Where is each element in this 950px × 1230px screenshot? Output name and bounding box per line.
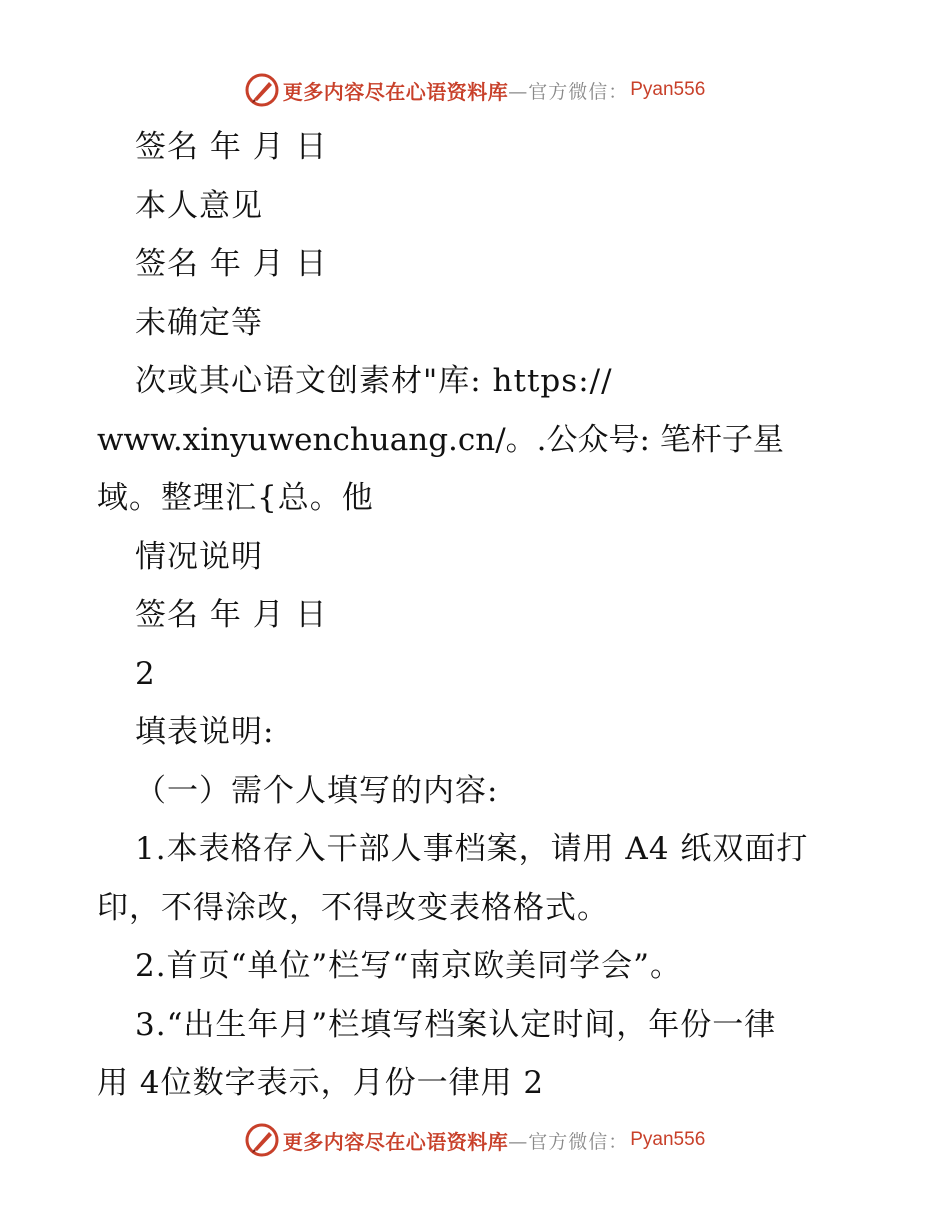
situation-description-label: 情况说明 [135, 538, 263, 575]
watermark-text-line-2: www.xinyuwenchuang.cn/。.公众号: 笔杆子星 [97, 421, 784, 458]
footer-banner [0, 1120, 950, 1160]
instruction-1-part-1: 1.本表格存入干部人事档案，请用 A4 纸双面打 [135, 831, 809, 867]
instructions-section-one: （一）需个人填写的内容: [135, 772, 499, 809]
instruction-3-part-1: 3.“出生年月”栏填写档案认定时间，年份一律 [135, 1006, 777, 1043]
quill-pen-logo-icon [245, 73, 279, 107]
banner-site-text: 更多内容尽在心语资料库 [282, 79, 509, 104]
instructions-heading: 填表说明: [135, 714, 275, 750]
undetermined-label: 未确定等 [135, 304, 263, 341]
instruction-2: 2.首页“单位”栏写“南京欧美同学会”。 [135, 948, 682, 984]
document-body [97, 118, 857, 1113]
instruction-3-part-2: 用 4位数字表示，月份一律用 2 [97, 1065, 545, 1101]
banner-wechat-id: Pyan556 [630, 79, 706, 100]
personal-opinion-label: 本人意见 [135, 187, 263, 224]
watermark-text-line-3: 域。整理汇{总。他 [97, 480, 374, 516]
banner-contact-text: —官方微信： [508, 1130, 629, 1153]
banner-wechat-id: Pyan556 [630, 1129, 706, 1150]
signature-date-line-3: 签名 年 月 日 [135, 597, 328, 633]
watermark-text-line-1: 次或其心语文创素材"库: https:// [135, 363, 613, 399]
header-banner [0, 70, 950, 110]
page-number: 2 [135, 655, 156, 692]
instruction-1-part-2: 印，不得涂改，不得改变表格格式。 [97, 889, 609, 926]
quill-pen-logo-icon [245, 1123, 279, 1157]
signature-date-line-2: 签名 年 月 日 [135, 246, 328, 282]
signature-date-line-1: 签名 年 月 日 [135, 129, 328, 165]
banner-site-text: 更多内容尽在心语资料库 [282, 1129, 509, 1154]
banner-contact-text: —官方微信： [508, 80, 629, 103]
